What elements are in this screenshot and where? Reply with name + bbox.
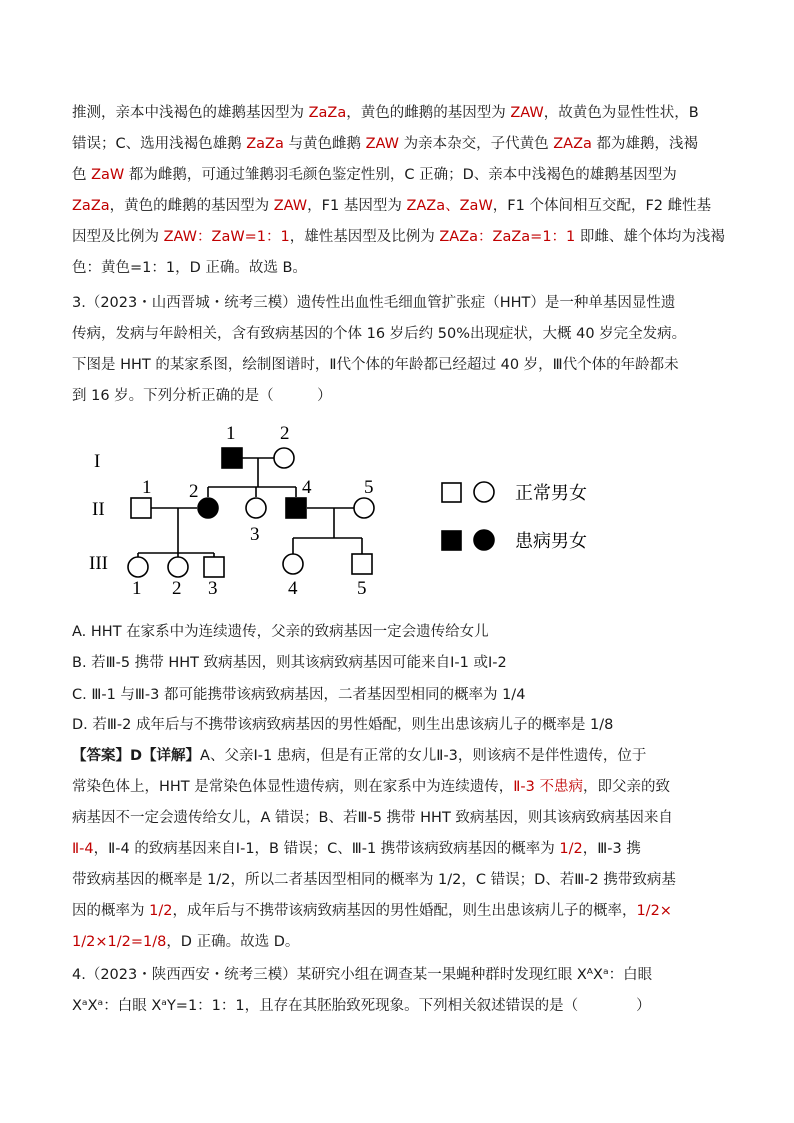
text-run: 传病，发病与年龄相关，含有致病基因的个体 16 岁后约 50%出现症状，大概 40 岁完全发病。 bbox=[72, 326, 687, 342]
q4-line bbox=[72, 960, 752, 991]
text-run: 下图是 HHT 的某家系图，绘制图谱时，Ⅱ代个体的年龄都已经超过 40 岁，Ⅲ代个体的年龄都未 bbox=[72, 357, 679, 373]
answer-line bbox=[72, 865, 752, 896]
highlighted-text: ZAW：ZaW=1：1 bbox=[163, 229, 290, 245]
option-d: D. 若Ⅲ-2 成年后与不携带该病致病基因的男性婚配，则生出患该病儿子的概率是 1/8 bbox=[72, 717, 614, 733]
highlighted-text: Ⅱ-3 不患病 bbox=[513, 779, 583, 795]
legend-affected-label: 患病男女 bbox=[515, 531, 587, 552]
highlighted-text: ZAZa、ZaW bbox=[406, 198, 493, 214]
text-run: ，雄性基因型及比例为 bbox=[289, 229, 440, 245]
num-II2: 2 bbox=[189, 481, 199, 502]
text-run: 3.（2023・山西晋城・统考三模）遗传性出血性毛细血管扩张症（HHT）是一种单基因显性遗 bbox=[72, 295, 676, 311]
para_top-line bbox=[72, 191, 752, 222]
pedigree-III3-normal-male bbox=[204, 557, 224, 577]
text-run: 病基因不一定会遗传给女儿，A 错误；B、若Ⅲ-5 携带 HHT 致病基因，则其该病致病基因来自 bbox=[72, 810, 673, 826]
pedigree-chart bbox=[72, 415, 632, 595]
question-3-stem bbox=[72, 288, 752, 412]
text-run: 与黄色雌鹅 bbox=[283, 136, 366, 152]
q2-explanation-continued bbox=[72, 98, 752, 284]
num-III1: 1 bbox=[132, 578, 142, 595]
answer-line bbox=[72, 896, 752, 927]
highlighted-text: ZAW bbox=[273, 198, 308, 214]
pedigree-I2-normal-female bbox=[274, 448, 294, 468]
q3-line bbox=[72, 288, 752, 319]
text-run: 为亲本杂交，子代黄色 bbox=[399, 136, 554, 152]
text-run: ，故黄色为显性性状，B bbox=[543, 105, 699, 121]
num-I1: 1 bbox=[226, 423, 236, 444]
text-run: 因的概率为 bbox=[72, 903, 150, 919]
highlighted-text: 1/2×1/2=1/8 bbox=[72, 934, 167, 950]
option-c: C. Ⅲ-1 与Ⅲ-3 都可能携带该病致病基因，二者基因型相同的概率为 1/4 bbox=[72, 687, 526, 703]
q4-line bbox=[72, 991, 752, 1022]
answer-line bbox=[72, 741, 752, 772]
gen-label-3: III bbox=[89, 553, 108, 574]
num-II5: 5 bbox=[364, 477, 374, 498]
legend-normal-female-icon bbox=[474, 482, 494, 502]
pedigree-II2-affected-female bbox=[198, 498, 218, 518]
answer-line bbox=[72, 927, 752, 958]
text-run: 因型及比例为 bbox=[72, 229, 164, 245]
text-run: ，Ⅲ-3 携 bbox=[582, 841, 641, 857]
num-III3: 3 bbox=[208, 578, 218, 595]
text-run: A、父亲Ⅰ-1 患病，但是有正常的女儿Ⅱ-3，则该病不是伴性遗传，位于 bbox=[200, 748, 647, 764]
legend-affected-male-icon bbox=[442, 531, 461, 550]
pedigree-III4-normal-female bbox=[283, 554, 303, 574]
q3-line bbox=[72, 350, 752, 381]
text-run: ，黄色的雌鹅的基因型为 bbox=[109, 198, 274, 214]
para_top-line bbox=[72, 129, 752, 160]
answer-explanation bbox=[72, 741, 752, 958]
answer-line bbox=[72, 834, 752, 865]
text-run: ，Ⅱ-4 的致病基因来自Ⅰ-1，B 错误；C、Ⅲ-1 携带该病致病基因的概率为 bbox=[93, 841, 560, 857]
para_top-line bbox=[72, 253, 752, 284]
pedigree-II5-normal-female bbox=[354, 498, 374, 518]
text-run: 色 bbox=[72, 167, 92, 183]
text-run: 即雌、雄个体均为浅褐 bbox=[575, 229, 725, 245]
highlighted-text: ZAZa bbox=[553, 136, 592, 152]
text-run: 常染色体上，HHT 是常染色体显性遗传病，则在家系中为连续遗传， bbox=[72, 779, 514, 795]
text-run: ，黄色的雌鹅的基因型为 bbox=[346, 105, 511, 121]
text-run: 错误；C、选用浅褐色雄鹅 bbox=[72, 136, 247, 152]
text-run: 【答案】D【详解】 bbox=[72, 748, 201, 764]
text-run: 到 16 岁。下列分析正确的是（ ） bbox=[72, 388, 332, 404]
text-run: 4.（2023・陕西西安・统考三模）某研究小组在调查某一果蝇种群时发现红眼 XᴬXᵃ：白眼 bbox=[72, 967, 653, 983]
num-II3: 3 bbox=[250, 524, 260, 545]
pedigree-III1-normal-female bbox=[128, 557, 148, 577]
para_top-line bbox=[72, 160, 752, 191]
text-run: 都为雌鹅，可通过雏鹅羽毛颜色鉴定性别，C 正确；D、亲本中浅褐色的雄鹅基因型为 bbox=[124, 167, 677, 183]
highlighted-text: ZaZa bbox=[308, 105, 347, 121]
highlighted-text: Ⅱ-4 bbox=[72, 841, 94, 857]
pedigree-II3-normal-female bbox=[246, 498, 266, 518]
q3-line bbox=[72, 319, 752, 350]
question-4-stem bbox=[72, 960, 752, 1022]
highlighted-text: ZAW bbox=[365, 136, 399, 152]
text-run: XᵃXᵃ：白眼 XᵃY=1：1：1，且存在其胚胎致死现象。下列相关叙述错误的是（ ） bbox=[72, 998, 651, 1014]
text-run: 色：黄色=1：1，D 正确。故选 B。 bbox=[72, 260, 307, 276]
pedigree-III5-normal-male bbox=[352, 554, 372, 574]
highlighted-text: ZaZa bbox=[72, 198, 110, 214]
num-III5: 5 bbox=[357, 578, 367, 595]
pedigree-III2-normal-female bbox=[168, 557, 188, 577]
answer-line bbox=[72, 772, 752, 803]
num-I2: 2 bbox=[280, 423, 290, 444]
num-II4: 4 bbox=[302, 477, 312, 498]
legend-affected-female-icon bbox=[474, 530, 494, 550]
para_top-line bbox=[72, 98, 752, 129]
text-run: 推测，亲本中浅褐色的雄鹅基因型为 bbox=[72, 105, 309, 121]
text-run: ，F1 个体间相互交配，F2 雌性基 bbox=[492, 198, 712, 214]
answer-line bbox=[72, 803, 752, 834]
pedigree-I1-affected-male bbox=[222, 448, 242, 468]
text-run: ，F1 基因型为 bbox=[307, 198, 407, 214]
num-III2: 2 bbox=[172, 578, 182, 595]
gen-label-1: I bbox=[94, 451, 101, 472]
highlighted-text: 1/2 bbox=[559, 841, 583, 857]
text-run: 都为雄鹅，浅褐 bbox=[591, 136, 698, 152]
highlighted-text: ZAZa：ZaZa=1：1 bbox=[439, 229, 576, 245]
pedigree-II4-affected-male bbox=[286, 498, 306, 518]
num-II1: 1 bbox=[142, 477, 152, 498]
text-run: 带致病基因的概率是 1/2，所以二者基因型相同的概率为 1/2，C 错误；D、若Ⅲ-2 携带致病基 bbox=[72, 872, 676, 888]
text-run: ，D 正确。故选 D。 bbox=[166, 934, 300, 950]
legend-normal-male-icon bbox=[442, 483, 461, 502]
pedigree-II1-normal-male bbox=[131, 498, 151, 518]
text-run: ，即父亲的致 bbox=[582, 779, 670, 795]
text-run: ，成年后与不携带该病致病基因的男性婚配，则生出患该病儿子的概率， bbox=[172, 903, 637, 919]
gen-label-2: II bbox=[92, 499, 105, 520]
legend-normal-label: 正常男女 bbox=[515, 483, 587, 504]
option-b: B. 若Ⅲ-5 携带 HHT 致病基因，则其该病致病基因可能来自Ⅰ-1 或Ⅰ-2 bbox=[72, 655, 507, 671]
highlighted-text: 1/2 bbox=[149, 903, 173, 919]
highlighted-text: ZaW bbox=[91, 167, 125, 183]
highlighted-text: ZAW bbox=[510, 105, 544, 121]
para_top-line bbox=[72, 222, 752, 253]
option-a: A. HHT 在家系中为连续遗传，父亲的致病基因一定会遗传给女儿 bbox=[72, 624, 489, 640]
q3-line bbox=[72, 381, 752, 412]
num-III4: 4 bbox=[288, 578, 298, 595]
highlighted-text: 1/2× bbox=[636, 903, 672, 919]
highlighted-text: ZaZa bbox=[246, 136, 284, 152]
